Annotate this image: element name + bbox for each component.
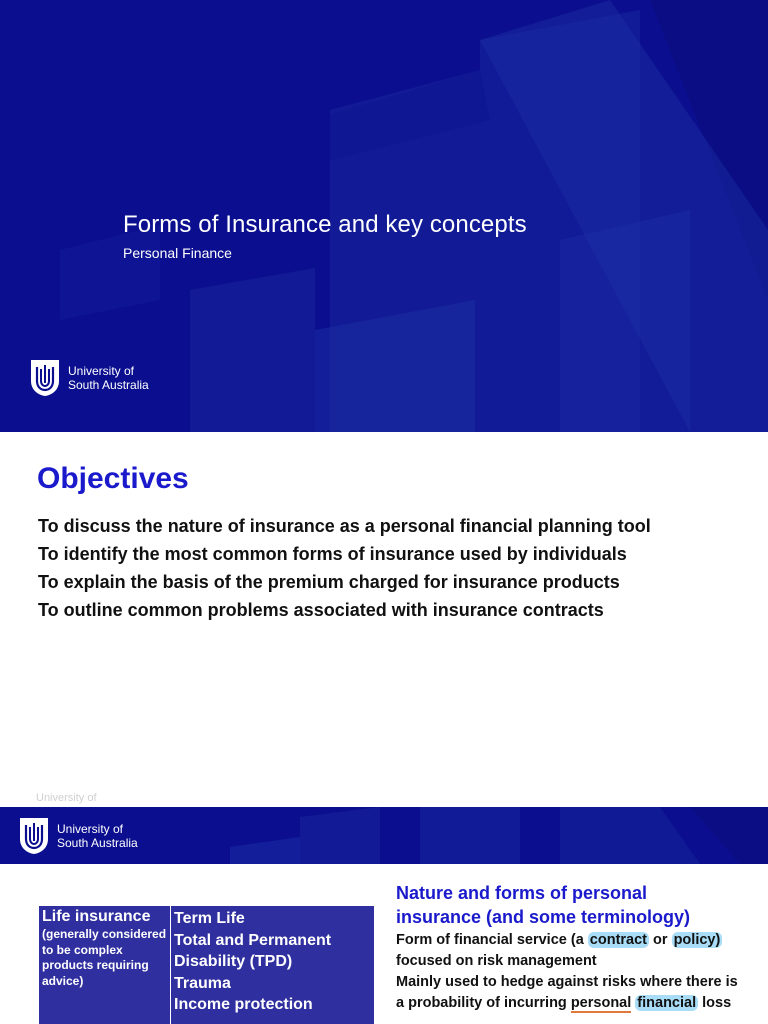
insurance-type: Total and Permanent Disability (TPD): [174, 931, 332, 970]
logo-line-2: South Australia: [68, 378, 149, 392]
body-paragraph: [396, 972, 746, 1014]
insurance-type: Term Life: [174, 910, 245, 927]
category-note: (generally considered to be complex products requiring advice): [42, 927, 167, 988]
highlighted-term: contract: [589, 932, 648, 948]
objectives-slide: [0, 432, 768, 792]
university-shield-icon: [30, 359, 60, 397]
text-run: Form of financial service (a: [396, 932, 588, 948]
highlighted-term: financial: [637, 995, 697, 1011]
body-paragraph: [396, 930, 746, 972]
objective-item: To identify the most common forms of insurance used by individuals: [38, 544, 627, 564]
text-run: focused on risk management: [396, 953, 597, 969]
insurance-type: Income protection: [174, 996, 313, 1013]
text-run: Mainly used to hedge against risks where there is a probability of incurring: [396, 974, 738, 1011]
slide3-header-band: [0, 807, 768, 864]
highlighted-term: policy): [673, 932, 721, 948]
underlined-term: personal: [570, 995, 632, 1011]
category-label: Life insurance: [42, 908, 151, 925]
category-cell: [39, 906, 171, 1024]
university-logo: [19, 817, 138, 855]
university-shield-icon: [19, 817, 49, 855]
text-run: loss: [698, 995, 732, 1011]
objectives-list: [38, 515, 651, 627]
types-cell: [171, 906, 375, 1024]
objective-item: To explain the basis of the premium charged for insurance products: [38, 572, 620, 592]
logo-line-1: University of: [57, 821, 124, 836]
objective-item: To discuss the nature of insurance as a personal financial planning tool: [38, 516, 651, 536]
insurance-type: Trauma: [174, 974, 231, 992]
title-slide: [0, 0, 768, 432]
logo-line-2: South Australia: [57, 836, 138, 850]
insurance-types-table: [39, 906, 374, 1024]
logo-line-1: University of: [68, 363, 135, 378]
section-heading: Nature and forms of personal insurance (and some terminology): [396, 883, 691, 927]
ghost-logo-text: University of: [36, 792, 97, 804]
table-row: [39, 906, 374, 1024]
objective-item: To outline common problems associated with insurance contracts: [38, 600, 604, 620]
university-logo: [30, 359, 149, 397]
section-body: [396, 930, 746, 1014]
objectives-heading: Objectives: [37, 462, 189, 495]
text-run: or: [649, 932, 672, 948]
slide-subtitle: Personal Finance: [123, 245, 232, 261]
slide-title: Forms of Insurance and key concepts: [123, 211, 527, 238]
